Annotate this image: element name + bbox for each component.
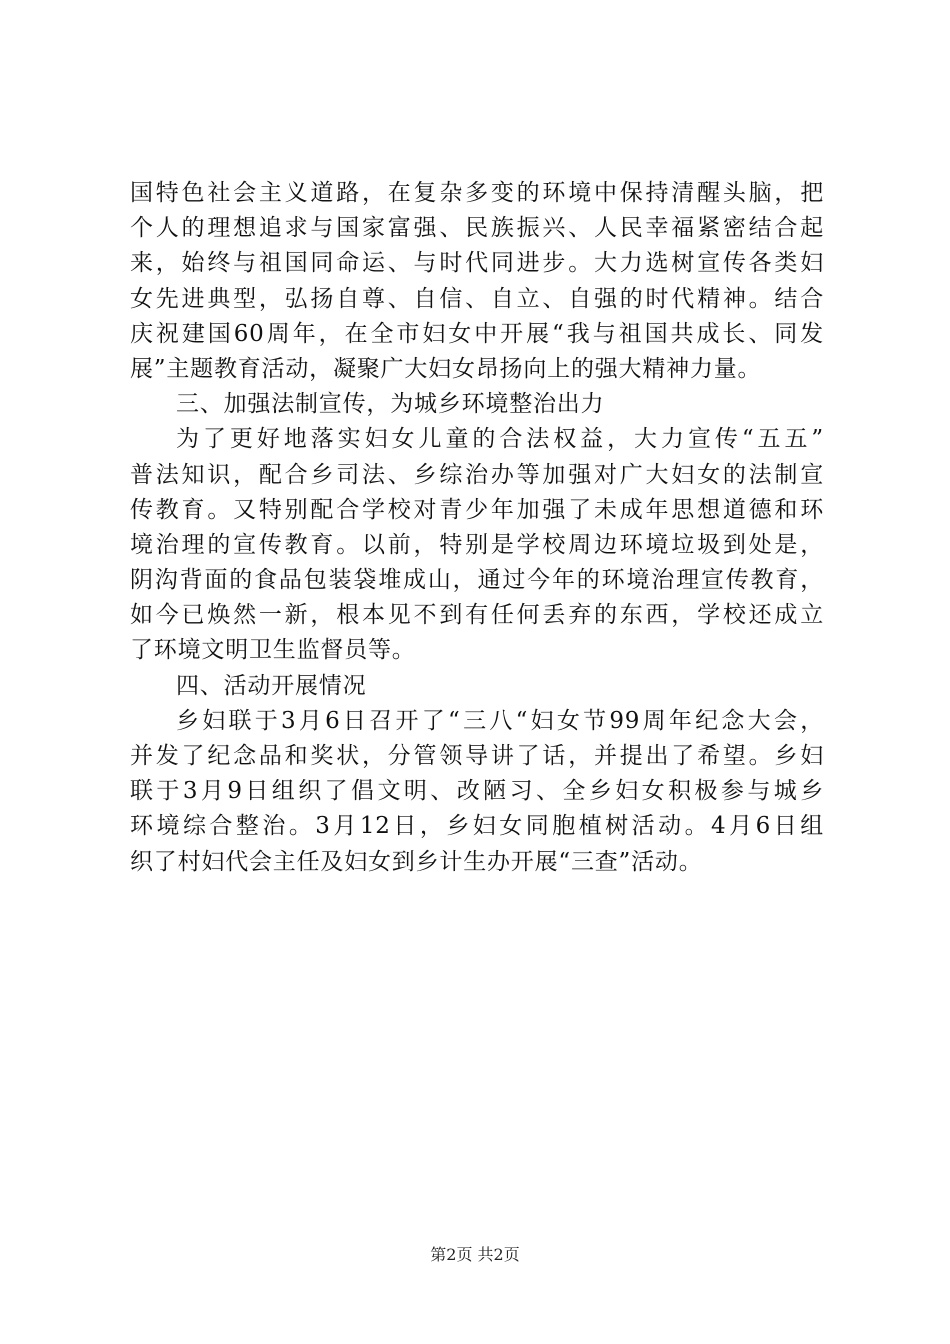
text-line: 传教育。又特别配合学校对青少年加强了未成年思想道德和环 [130, 496, 824, 523]
document-body [130, 176, 824, 880]
text-line: 联于3月9日组织了倡文明、改陋习、全乡妇女积极参与城乡 [130, 778, 824, 805]
text-line: 个人的理想追求与国家富强、民族振兴、人民幸福紧密结合起 [130, 215, 824, 242]
text-line: 境治理的宣传教育。以前，特别是学校周边环境垃圾到处是， [130, 531, 824, 558]
text-line: 如今已焕然一新，根本见不到有任何丢弃的东西，学校还成立 [130, 602, 824, 629]
text-line: 阴沟背面的食品包装袋堆成山，通过今年的环境治理宣传教育， [130, 567, 824, 594]
section-heading: 四、活动开展情况 [176, 672, 367, 699]
text-line: 普法知识，配合乡司法、乡综治办等加强对广大妇女的法制宣 [130, 461, 824, 488]
page-number: 第2页 共2页 [430, 1245, 520, 1264]
text-line: 乡妇联于3月6日召开了“三八“妇女节99周年纪念大会， [176, 707, 824, 734]
text-line: 了环境文明卫生监督员等。 [130, 637, 416, 664]
text-line: 来，始终与祖国同命运、与时代同进步。大力选树宣传各类妇 [130, 250, 824, 277]
text-line: 国特色社会主义道路，在复杂多变的环境中保持清醒头脑，把 [130, 180, 824, 206]
text-line: 展”主题教育活动，凝聚广大妇女昂扬向上的强大精神力量。 [130, 355, 762, 382]
text-line: 庆祝建国60周年，在全市妇女中开展“我与祖国共成长、同发 [130, 320, 824, 347]
text-line: 女先进典型，弘扬自尊、自信、自立、自强的时代精神。结合 [130, 285, 824, 312]
section-heading: 三、加强法制宣传，为城乡环境整治出力 [176, 391, 605, 418]
text-line: 为了更好地落实妇女儿童的合法权益，大力宣传“五五” [176, 426, 824, 453]
text-line: 织了村妇代会主任及妇女到乡计生办开展“三查”活动。 [130, 848, 703, 875]
text-line: 并发了纪念品和奖状，分管领导讲了话，并提出了希望。乡妇 [130, 743, 824, 769]
text-line: 环境综合整治。3月12日，乡妇女同胞植树活动。4月6日组 [130, 813, 824, 840]
